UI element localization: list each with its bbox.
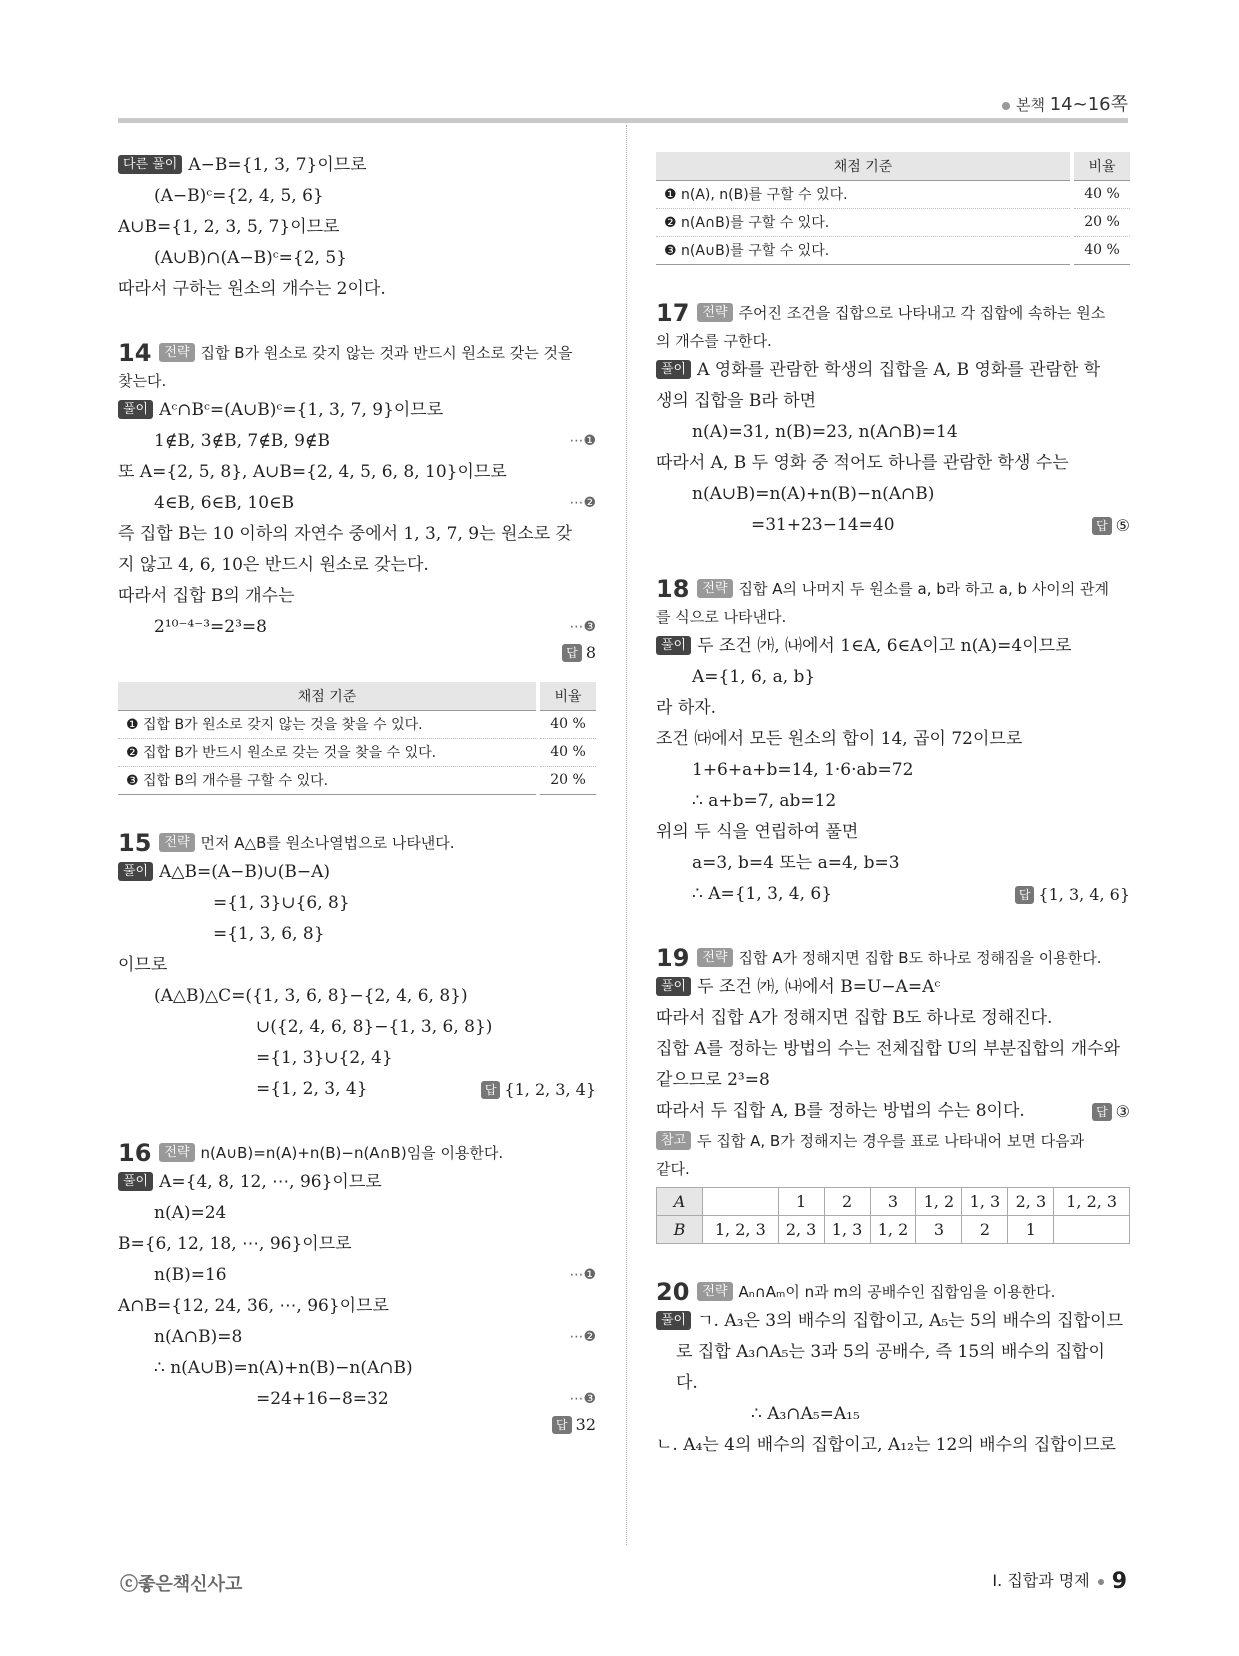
- step-marker: ⋯❸: [569, 1390, 596, 1407]
- problem-20-strategy: 20 전략 Aₙ∩Aₘ이 n과 m의 공배수인 집합임을 이용한다.: [656, 1277, 1056, 1306]
- problem-14: 14 전략 집합 B가 원소로 갖지 않는 것과 반드시 원소로 갖는 것을 찾는다. 풀이 Aᶜ∩Bᶜ=(A∪B)ᶜ={1, 3, 7, 9}이므로 1∉B, 3∉B, 7∉B, 9∉B ⋯❶ 또 A={2, 5, 8}, A∪B={2, 4, 5, 6, 8, 10}이므로 4∈B, 6∈B, 10∈B ⋯❷ 즉 집합 B는 10 이하의 자연수 중에서 1, 3, 7, 9는 원소로 갖 지 않고 4, 6, 10은 반드시 원소로 갖는다. 따라서 집합 B의 개수는 2¹⁰⁻⁴⁻³=2³=8 ⋯❸ 답 8 채점 기준 비율 ❶ 집합 B가 원소로 갖지 않는 것을 찾을 수 있다. 40 % ❷ 집합 B가 반드시 원소로 갖는 것을 찾을 수 있다. 40 % ❸ 집합 B의 개수를 구할 수 있다. 20 %: [118, 339, 596, 795]
- answer: 답 ③: [1092, 1096, 1130, 1127]
- step-marker: ⋯❶: [569, 1266, 596, 1283]
- page-footer: [992, 1568, 1127, 1594]
- ref-pages: 14~16쪽: [1049, 94, 1128, 115]
- answer: 답 8: [562, 643, 596, 662]
- solution-tag: 풀이: [656, 636, 691, 655]
- answer: 답 {1, 3, 4, 6}: [1015, 879, 1130, 910]
- alt-solution: 다른 풀이 A−B={1, 3, 7}이므로 (A−B)ᶜ={2, 4, 5, 6} A∪B={1, 2, 3, 5, 7}이므로 (A∪B)∩(A−B)ᶜ={2, 5} 따라서 구하는 원소의 개수는 2이다.: [118, 155, 386, 299]
- right-column: [656, 150, 1130, 1461]
- solution-tag: 풀이: [118, 1172, 153, 1191]
- answer: 답 {1, 2, 3, 4}: [481, 1074, 596, 1105]
- page-number: 9: [1111, 1569, 1127, 1594]
- bullet-icon: [1002, 102, 1010, 110]
- step-marker: ⋯❷: [569, 1328, 596, 1345]
- note-tag: 참고: [656, 1131, 691, 1150]
- page-reference: 본책 14~16쪽: [1002, 90, 1128, 116]
- answer: 답 32: [552, 1415, 596, 1434]
- problem-19: 19 전략 집합 A가 정해지면 집합 B도 하나로 정해짐을 이용한다. 풀이 두 조건 ㈎, ㈏에서 B=U−A=Aᶜ 따라서 집합 A가 정해지면 집합 B도 하나로 정해진다. 집합 A를 정하는 방법의 수는 전체집합 U의 부분집합의 개수와 같으므로 2³=8 따라서 두 집합 A, B를 정하는 방법의 수는 8이다. 답 ③ 참고 두 집합 A, B가 정해지는 경우를 표로 나타내어 보면 다음과 같다. A 1 2 3 1, 2 1, 3 2, 3 1, 2, 3 B 1, 2, 3 2, 3 1, 3 1, 2 3 2 1: [656, 944, 1130, 1244]
- left-column: [118, 150, 596, 1446]
- problem-16-strategy: 16 전략 n(A∪B)=n(A)+n(B)−n(A∩B)임을 이용한다.: [118, 1138, 504, 1167]
- grading-table-14: 채점 기준 비율 ❶ 집합 B가 원소로 갖지 않는 것을 찾을 수 있다. 40 % ❷ 집합 B가 반드시 원소로 갖는 것을 찾을 수 있다. 40 % ❸ 집합 B의 개수를 구할 수 있다. 20 %: [118, 682, 596, 795]
- column-divider: [626, 125, 627, 1545]
- problem-17: 17 전략 주어진 조건을 집합으로 나타내고 각 집합에 속하는 원소 의 개수를 구한다. 풀이 A 영화를 관람한 학생의 집합을 A, B 영화를 관람한 학 생의 집합을 B라 하면 n(A)=31, n(B)=23, n(A∩B)=14 따라서 A, B 두 영화 중 적어도 하나를 관람한 학생 수는 n(A∪B)=n(A)+n(B)−n(A∩B) =31+23−14=40 답 ⑤: [656, 299, 1130, 541]
- problem-18-strategy: 18 전략 집합 A의 나머지 두 원소를 a, b라 하고 a, b 사이의 관계: [656, 574, 1110, 603]
- solution-tag: 풀이: [656, 1311, 691, 1330]
- problem-18: 18 전략 집합 A의 나머지 두 원소를 a, b라 하고 a, b 사이의 관계 를 식으로 나타낸다. 풀이 두 조건 ㈎, ㈏에서 1∈A, 6∈A이고 n(A)=4이므로 A={1, 6, a, b} 라 하자. 조건 ㈐에서 모든 원소의 합이 14, 곱이 72이므로 1+6+a+b=14, 1·6·ab=72 ∴ a+b=7, ab=12 위의 두 식을 연립하여 풀면 a=3, b=4 또는 a=4, b=3 ∴ A={1, 3, 4, 6} 답 {1, 3, 4, 6}: [656, 575, 1130, 910]
- grading-table-16: 채점 기준 비율 ❶ n(A), n(B)를 구할 수 있다. 40 % ❷ n(A∩B)를 구할 수 있다. 20 % ❸ n(A∪B)를 구할 수 있다. 40 %: [656, 152, 1130, 265]
- answer: 답 ⑤: [1092, 510, 1130, 541]
- problem-15-strategy: 15 전략 먼저 A△B를 원소나열법으로 나타낸다.: [118, 828, 455, 857]
- problem-17-strategy: 17 전략 주어진 조건을 집합으로 나타내고 각 집합에 속하는 원소: [656, 298, 1106, 327]
- cases-table: A 1 2 3 1, 2 1, 3 2, 3 1, 2, 3 B 1, 2, 3 2, 3 1, 3 1, 2 3 2 1: [656, 1187, 1130, 1244]
- header-rule: [118, 118, 1128, 123]
- bullet-icon: [1098, 1579, 1104, 1585]
- publisher-logo: ⓒ좋은책신사고: [120, 1574, 243, 1595]
- solution-tag: 풀이: [118, 400, 153, 419]
- solution-tag: 풀이: [118, 862, 153, 881]
- alt-solution-tag: 다른 풀이: [118, 155, 182, 174]
- problem-16: 16 전략 n(A∪B)=n(A)+n(B)−n(A∩B)임을 이용한다. 풀이 A={4, 8, 12, ⋯, 96}이므로 n(A)=24 B={6, 12, 18, ⋯, 96}이므로 n(B)=16 ⋯❶ A∩B={12, 24, 36, ⋯, 96}이므로 n(A∩B)=8 ⋯❷ ∴ n(A∪B)=n(A)+n(B)−n(A∩B) =24+16−8=32 ⋯❸ 답 32: [118, 1138, 596, 1434]
- problem-15: 15 전략 먼저 A△B를 원소나열법으로 나타낸다. 풀이 A△B=(A−B)∪(B−A) ={1, 3}∪{6, 8} ={1, 3, 6, 8} 이므로 (A△B)△C=({1, 3, 6, 8}−{2, 4, 6, 8}) ∪({2, 4, 6, 8}−{1, 3, 6, 8}) ={1, 3}∪{2, 4} ={1, 2, 3, 4} 답 {1, 2, 3, 4}: [118, 829, 596, 1105]
- page-header: [118, 88, 1128, 128]
- step-marker: ⋯❶: [569, 433, 596, 449]
- problem-19-strategy: 19 전략 집합 A가 정해지면 집합 B도 하나로 정해짐을 이용한다.: [656, 943, 1102, 972]
- chapter-title: Ⅰ. 집합과 명제: [992, 1571, 1090, 1590]
- step-marker: ⋯❸: [569, 619, 596, 635]
- problem-14-strategy: 14 전략 집합 B가 원소로 갖지 않는 것과 반드시 원소로 갖는 것을: [118, 339, 573, 367]
- solution-tag: 풀이: [656, 977, 691, 996]
- solution-tag: 풀이: [656, 360, 691, 379]
- step-marker: ⋯❷: [569, 495, 596, 511]
- problem-20: 20 전략 Aₙ∩Aₘ이 n과 m의 공배수인 집합임을 이용한다. 풀이 ㄱ. A₃은 3의 배수의 집합이고, A₅는 5의 배수의 집합이므 로 집합 A₃∩A₅는 3과 5의 공배수, 즉 15의 배수의 집합이 다. ∴ A₃∩A₅=A₁₅ ㄴ. A₄는 4의 배수의 집합이고, A₁₂는 12의 배수의 집합이므로: [656, 1278, 1130, 1461]
